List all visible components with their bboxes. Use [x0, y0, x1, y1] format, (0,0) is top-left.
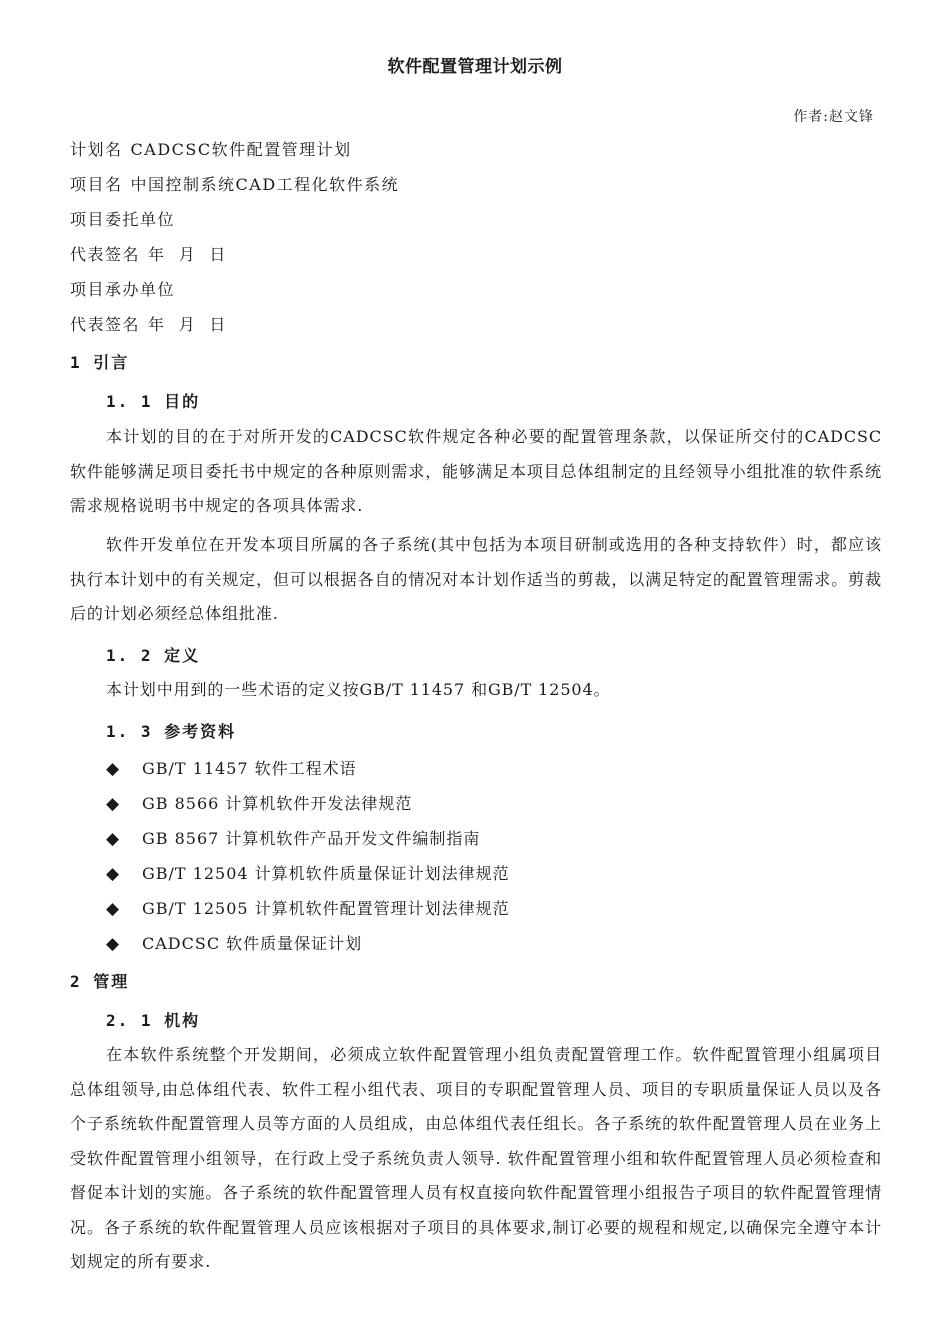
info-field: 代表签名: [70, 315, 141, 334]
info-value: CADCSC软件配置管理计划: [130, 140, 352, 159]
info-field: 代表签名: [70, 245, 141, 264]
list-item-text: GB/T 12504 计算机软件质量保证计划法律规范: [142, 864, 510, 883]
list-item-text: GB 8567 计算机软件产品开发文件编制指南: [142, 829, 481, 848]
author-line: 作者:赵文锋: [793, 109, 874, 125]
diamond-bullet-icon: ◆: [106, 794, 121, 814]
section-heading: 1 引言: [70, 353, 130, 372]
diamond-bullet-icon: ◆: [106, 759, 121, 779]
paragraph: 软件开发单位在开发本项目所属的各子系统(其中包括为本项目研制或选用的各种支持软件）时，都应该执行本计划中的有关规定，但可以根据各自的情况对本计划作适当的剪裁，以满足特定的配置管理需求。剪裁后的计划必须经总体组批准.: [70, 535, 882, 623]
document-title: 软件配置管理计划示例: [387, 57, 563, 77]
list-item: [106, 826, 480, 849]
info-line-contractor: [70, 277, 183, 300]
diamond-bullet-icon: ◆: [106, 899, 121, 919]
section-heading: 2 管理: [70, 972, 130, 991]
info-field: 项目委托单位: [70, 210, 176, 229]
paragraph: 在本软件系统整个开发期间，必须成立软件配置管理小组负责配置管理工作。软件配置管理小组属项目总体组领导,由总体组代表、软件工程小组代表、项目的专职配置管理人员、项目的专职质量保证人员以及各个子系统软件配置管理人员等方面的人员组成，由总体组代表任组长。各子系统的软件配置管理人员在业务上受软件配置管理小组领导，在行政上受子系统负责人领导. 软件配置管理小组和软件配置管理人员必须检查和督促本计划的实施。各子系统的软件配置管理人员有权直接向软件配置管理小组报告子项目的软件配置管理情况。各子系统的软件配置管理人员应该根据对子项目的具体要求,制订必要的规程和规定,以确保完全遵守本计划规定的所有要求.: [70, 1045, 882, 1271]
diamond-bullet-icon: ◆: [106, 934, 121, 954]
info-line-signature: [70, 312, 227, 335]
subsection-heading: 1. 1 目的: [106, 392, 201, 411]
info-field: 计划名: [70, 140, 123, 159]
info-value: 中国控制系统CAD工程化软件系统: [130, 175, 400, 194]
list-item: [106, 861, 510, 884]
info-line-plan-name: [70, 137, 352, 160]
list-item-text: GB/T 11457 软件工程术语: [142, 759, 357, 778]
list-item: [106, 931, 362, 954]
list-item-text: CADCSC 软件质量保证计划: [142, 934, 363, 953]
subsection-heading: 1. 3 参考资料: [106, 722, 237, 741]
list-item: [106, 896, 510, 919]
paragraph: 本计划中用到的一些术语的定义按GB/T 11457 和GB/T 12504。: [106, 680, 611, 699]
subsection-heading: 1. 2 定义: [106, 646, 201, 665]
diamond-bullet-icon: ◆: [106, 864, 121, 884]
info-field: 项目名: [70, 175, 123, 194]
list-item-text: GB 8566 计算机软件开发法律规范: [142, 794, 413, 813]
diamond-bullet-icon: ◆: [106, 829, 121, 849]
paragraph: 本计划的目的在于对所开发的CADCSC软件规定各种必要的配置管理条款，以保证所交付的CADCSC软件能够满足项目委托书中规定的各种原则需求，能够满足本项目总体组制定的且经领导小组批准的软件系统需求规格说明书中规定的各项具体需求.: [70, 427, 882, 515]
info-line-client: [70, 207, 183, 230]
list-item-text: GB/T 12505 计算机软件配置管理计划法律规范: [142, 899, 510, 918]
info-line-project-name: [70, 172, 399, 195]
subsection-heading: 2. 1 机构: [106, 1011, 201, 1030]
info-field: 项目承办单位: [70, 280, 176, 299]
info-line-signature: [70, 242, 227, 265]
list-item: [106, 756, 357, 779]
info-value: 年 月 日: [148, 245, 227, 264]
list-item: [106, 791, 412, 814]
info-value: 年 月 日: [148, 315, 227, 334]
